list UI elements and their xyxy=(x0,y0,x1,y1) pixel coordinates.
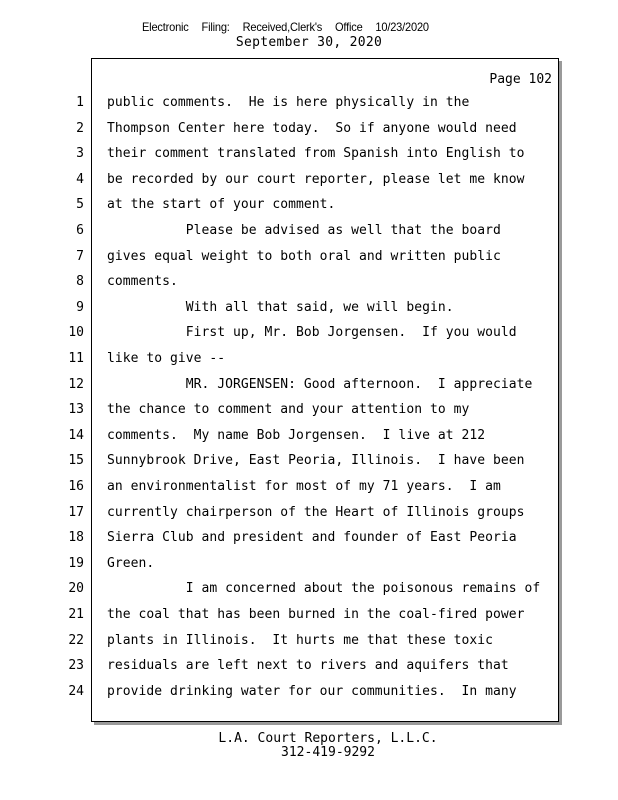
line-text: MR. JORGENSEN: Good afternoon. I appreciate xyxy=(107,377,533,392)
footer xyxy=(0,732,618,760)
stamp-date: 10/23/2020 xyxy=(375,20,429,34)
line-text: Thompson Center here today. So if anyone would need xyxy=(107,121,517,136)
line-text: First up, Mr. Bob Jorgensen. If you would xyxy=(107,325,517,340)
line-number: 17 xyxy=(68,505,84,520)
line-number: 24 xyxy=(68,684,84,699)
stamp-word-filing: Filing: xyxy=(201,20,230,34)
line-text: plants in Illinois. It hurts me that these toxic xyxy=(107,633,493,648)
line-text: Sunnybrook Drive, East Peoria, Illinois. I have been xyxy=(107,453,525,468)
line-number: 5 xyxy=(76,197,84,212)
stamp-word-received: Received,Clerk's xyxy=(242,20,323,34)
stamp-word-office: Office xyxy=(335,20,363,34)
line-number: 23 xyxy=(68,658,84,673)
line-number: 7 xyxy=(76,249,84,264)
line-text: With all that said, we will begin. xyxy=(107,300,454,315)
line-text: their comment translated from Spanish into English to xyxy=(107,146,525,161)
line-number: 2 xyxy=(76,121,84,136)
line-number: 10 xyxy=(68,325,84,340)
line-text: provide drinking water for our communities. In many xyxy=(107,684,517,699)
line-number: 9 xyxy=(76,300,84,315)
line-number: 11 xyxy=(68,351,84,366)
page-number: Page 102 xyxy=(489,72,552,87)
line-number: 21 xyxy=(68,607,84,622)
line-text: the chance to comment and your attention to my xyxy=(107,402,470,417)
footer-company: L.A. Court Reporters, L.L.C. xyxy=(218,731,438,746)
line-number: 4 xyxy=(76,172,84,187)
line-text: Please be advised as well that the board xyxy=(107,223,501,238)
line-number: 12 xyxy=(68,377,84,392)
line-text: Sierra Club and president and founder of East Peoria xyxy=(107,530,517,545)
line-text: I am concerned about the poisonous remains of xyxy=(107,581,541,596)
line-number: 14 xyxy=(68,428,84,443)
footer-phone: 312-419-9292 xyxy=(281,745,375,760)
line-text: Green. xyxy=(107,556,155,571)
line-number: 1 xyxy=(76,95,84,110)
line-text: an environmentalist for most of my 71 years. I am xyxy=(107,479,501,494)
line-number: 8 xyxy=(76,274,84,289)
line-text: the coal that has been burned in the coal-fired power xyxy=(107,607,525,622)
line-number: 3 xyxy=(76,146,84,161)
line-text: public comments. He is here physically in the xyxy=(107,95,470,110)
line-number: 6 xyxy=(76,223,84,238)
filing-stamp xyxy=(142,20,473,34)
line-number: 13 xyxy=(68,402,84,417)
hearing-date: September 30, 2020 xyxy=(235,35,383,50)
line-text: currently chairperson of the Heart of Illinois groups xyxy=(107,505,525,520)
line-text: gives equal weight to both oral and written public xyxy=(107,249,501,264)
line-text: residuals are left next to rivers and aquifers that xyxy=(107,658,509,673)
line-text: comments. My name Bob Jorgensen. I live at 212 xyxy=(107,428,486,443)
line-number: 20 xyxy=(68,581,84,596)
line-number: 15 xyxy=(68,453,84,468)
line-text: comments. xyxy=(107,274,178,289)
stamp-word-electronic: Electronic xyxy=(142,20,189,34)
line-text: like to give -- xyxy=(107,351,226,366)
line-number: 19 xyxy=(68,556,84,571)
line-number: 22 xyxy=(68,633,84,648)
line-number: 18 xyxy=(68,530,84,545)
line-text: be recorded by our court reporter, please let me know xyxy=(107,172,525,187)
line-text: at the start of your comment. xyxy=(107,197,336,212)
line-number: 16 xyxy=(68,479,84,494)
